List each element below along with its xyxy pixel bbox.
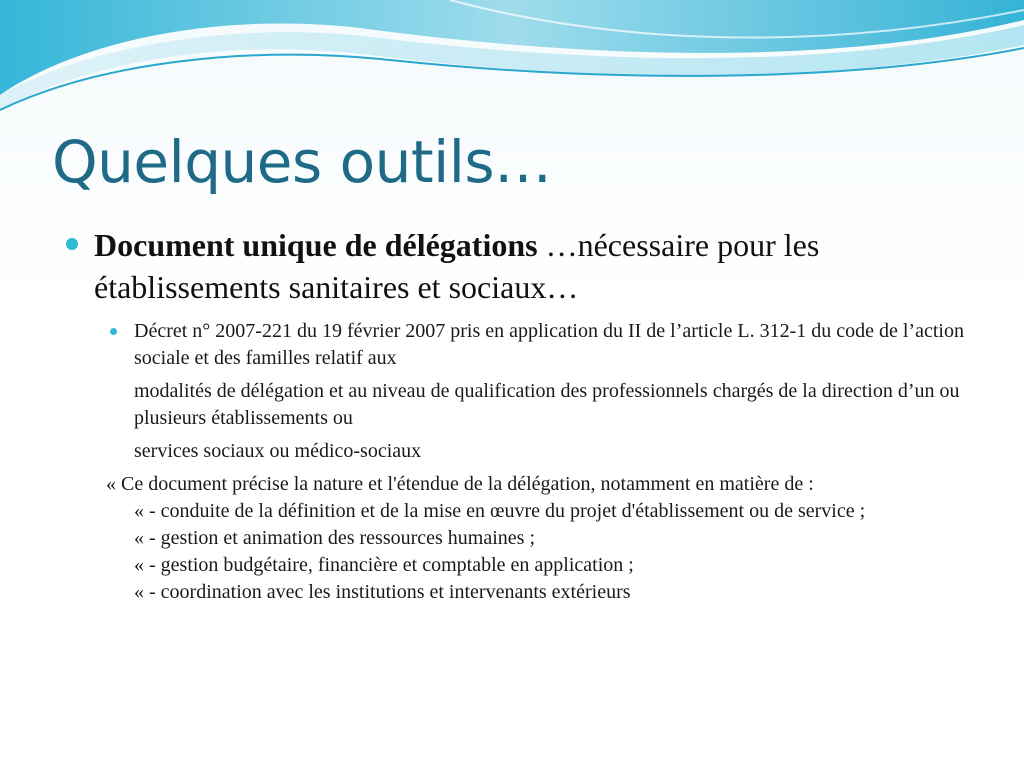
main-bullet-bold: Document unique de délégations xyxy=(94,227,538,263)
decree-paragraph-2: modalités de délégation et au niveau de qualification des professionnels chargés de la direction d’un ou plusieurs établissements ou xyxy=(134,380,960,429)
sub-bullet xyxy=(64,318,964,465)
decree-paragraph-3: services sociaux ou médico-sociaux xyxy=(134,440,422,462)
quote-item: « - coordination avec les institutions et intervenants extérieurs xyxy=(134,581,631,603)
main-bullet-text: …nécessaire pour les établissements sanitaires et sociaux… xyxy=(94,227,820,305)
slide-title: Quelques outils… xyxy=(52,128,552,196)
quote-block xyxy=(64,471,964,606)
small-bullet-dot-icon xyxy=(110,328,117,335)
quote-item: « - gestion budgétaire, financière et comptable en application ; xyxy=(134,554,634,576)
main-bullet xyxy=(64,224,964,308)
header-wave-decoration xyxy=(0,0,1024,130)
slide-body xyxy=(64,224,964,606)
quote-item: « - conduite de la définition et de la mise en œuvre du projet d'établissement ou de service ; xyxy=(134,500,866,522)
quote-item: « - gestion et animation des ressources humaines ; xyxy=(134,527,536,549)
quote-intro: « Ce document précise la nature et l'étendue de la délégation, notamment en matière de : xyxy=(106,473,814,495)
bullet-dot-icon xyxy=(66,238,78,250)
decree-paragraph-1: Décret n° 2007-221 du 19 février 2007 pris en application du II de l’article L. 312-1 du code de l’action sociale et des familles relatif aux xyxy=(134,320,964,369)
